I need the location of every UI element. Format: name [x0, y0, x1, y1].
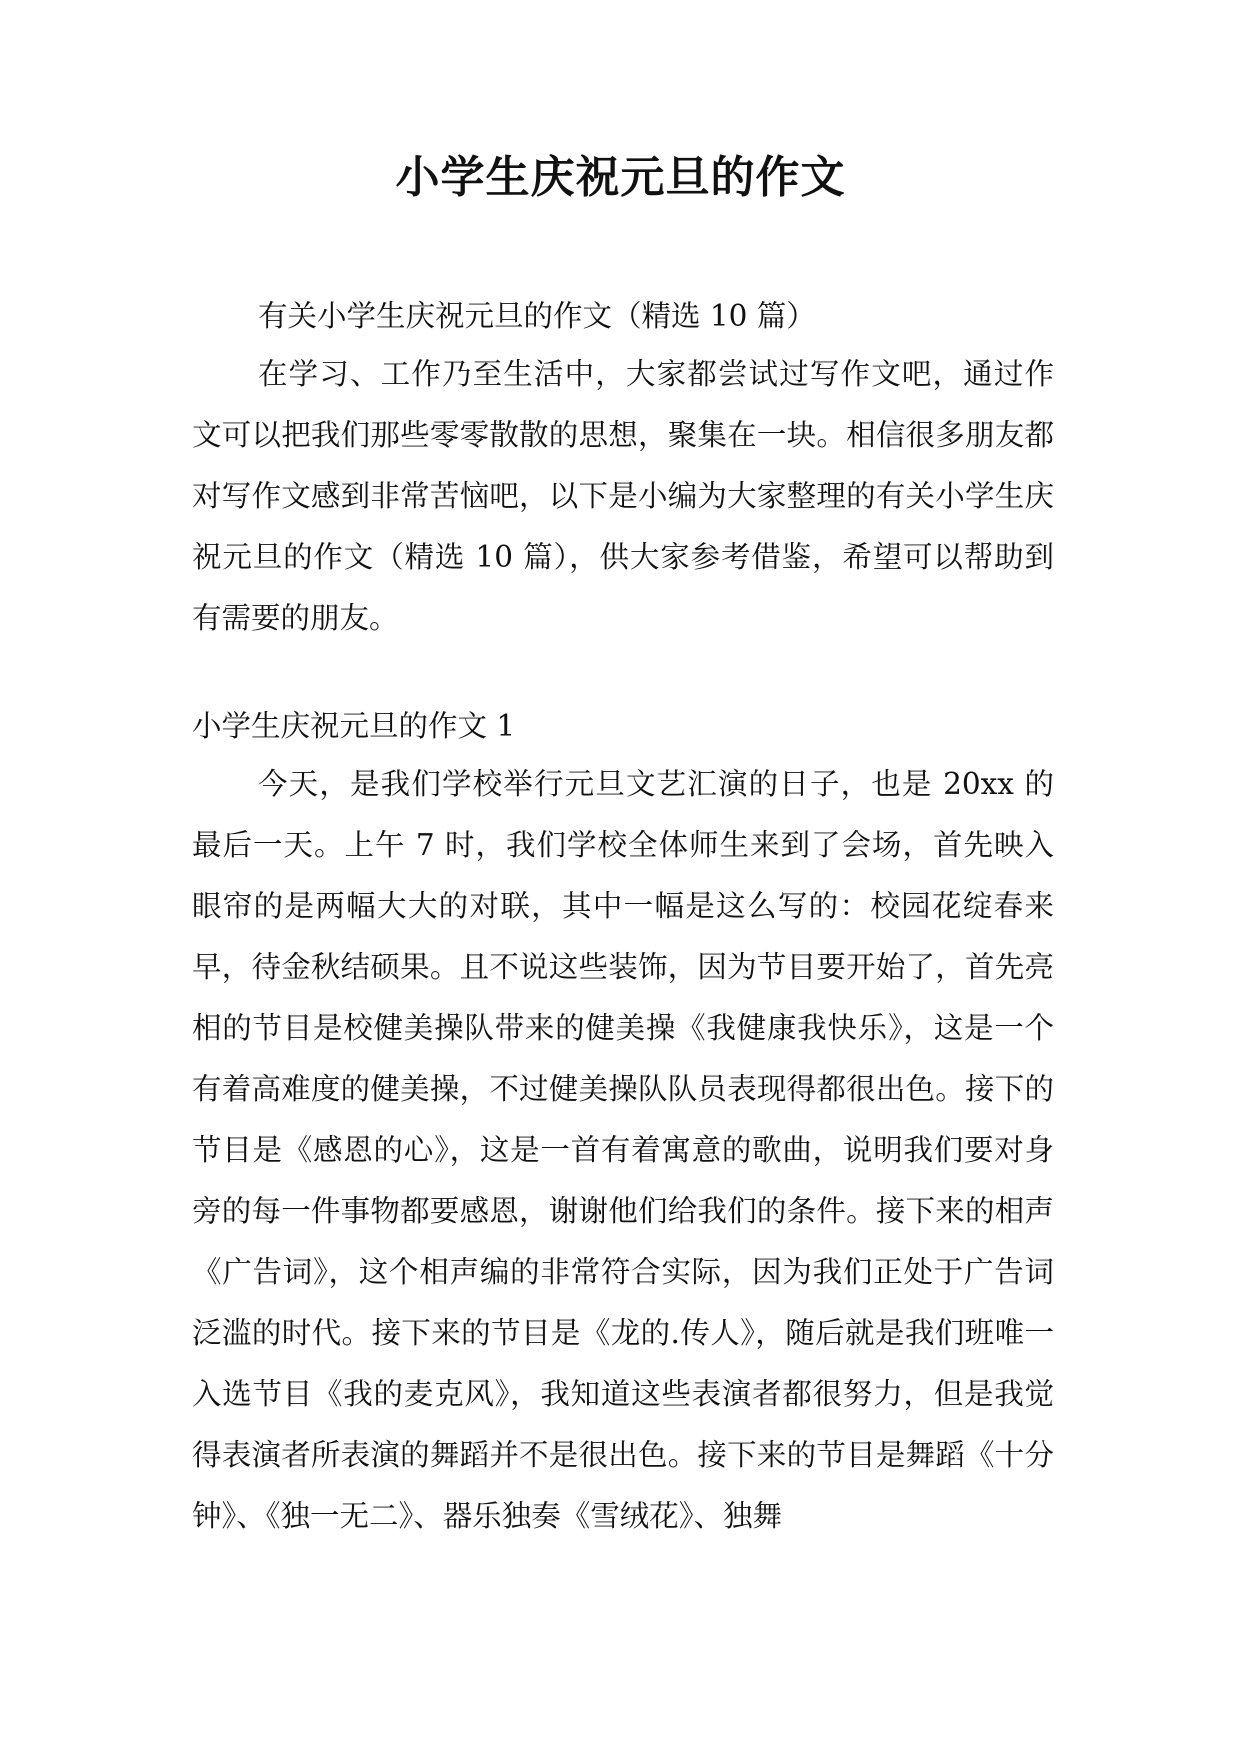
- document-subtitle: 有关小学生庆祝元旦的作文（精选 10 篇）: [258, 299, 816, 333]
- page-title: 小学生庆祝元旦的作文: [395, 152, 846, 203]
- section-heading: 小学生庆祝元旦的作文 1: [192, 709, 516, 743]
- essay-paragraph: 今天，是我们学校举行元旦文艺汇演的日子，也是 20xx 的最后一天。上午 7 时，我们学校全体师生来到了会场，首先映入眼帘的是两幅大大的对联，其中一幅是这么写的：校园花绽春来早，待金秋结硕果。且不说这些装饰，因为节目要开始了，首先亮相的节目是校健美操队带来的健美操《我健康我快乐》，这是一个有着高难度的健美操，不过健美操队队员表现得都很出色。接下的节目是《感恩的心》，这是一首有着寓意的歌曲，说明我们要对身旁的每一件事物都要感恩，谢谢他们给我们的条件。接下来的相声《广告词》，这个相声编的非常符合实际，因为我们正处于广告词泛滥的时代。接下来的节目是《龙的.传人》，随后就是我们班唯一入选节目《我的麦克风》，我知道这些表演者都很努力，但是我觉得表演者所表演的舞蹈并不是很出色。接下来的节目是舞蹈《十分钟》、《独一无二》、器乐独奏《雪绒花》、独舞: [192, 767, 1054, 1533]
- intro-paragraph: 在学习、工作乃至生活中，大家都尝试过写作文吧，通过作文可以把我们那些零零散散的思想，聚集在一块。相信很多朋友都对写作文感到非常苦恼吧，以下是小编为大家整理的有关小学生庆祝元旦的作文（精选 10 篇），供大家参考借鉴，希望可以帮助到有需要的朋友。: [192, 357, 1054, 635]
